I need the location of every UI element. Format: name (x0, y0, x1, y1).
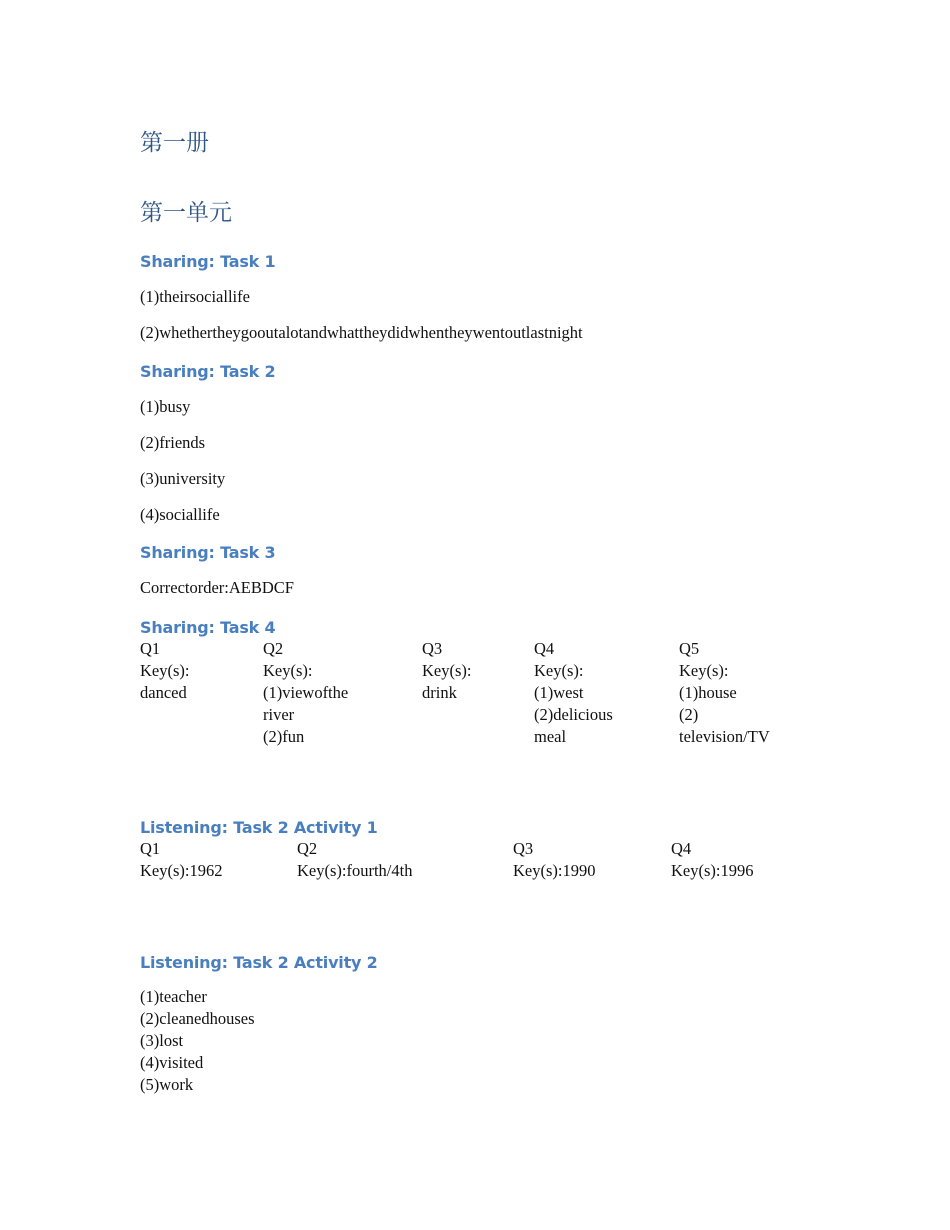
key-line: Key(s): (140, 661, 190, 680)
key-line: meal (534, 727, 567, 746)
list-item: (2)cleanedhouses (140, 1009, 255, 1028)
list-item: (5)work (140, 1075, 194, 1094)
task3-answer: Correctorder:AEBDCF (140, 578, 294, 597)
listening1-column-q3 (513, 838, 595, 882)
task2-item: (4)sociallife (140, 505, 220, 524)
key-line: Key(s):1990 (513, 861, 596, 880)
key-line: Key(s): (679, 661, 729, 680)
list-item: (4)visited (140, 1053, 204, 1072)
question-label: Q3 (513, 839, 534, 858)
key-line: river (263, 705, 295, 724)
task2-item: (2)friends (140, 433, 206, 452)
task1-heading: Sharing: Task 1 (140, 252, 276, 271)
listening1-column-q2 (297, 838, 412, 882)
listening2-heading: Listening: Task 2 Activity 2 (140, 953, 378, 972)
task4-column-q5 (679, 638, 770, 748)
task1-item: (1)theirsociallife (140, 287, 250, 306)
listening1-column-q1 (140, 838, 222, 882)
task2-item: (1)busy (140, 397, 191, 416)
task3-heading: Sharing: Task 3 (140, 543, 276, 562)
key-line: (2)delicious (534, 705, 613, 724)
key-line: Key(s):fourth/4th (297, 861, 413, 880)
key-line: Key(s):1996 (671, 861, 754, 880)
key-line: (1)viewofthe (263, 683, 349, 702)
listening1-heading: Listening: Task 2 Activity 1 (140, 818, 378, 837)
key-line: Key(s): (263, 661, 313, 680)
listening1-column-q4 (671, 838, 753, 882)
list-item: (1)teacher (140, 987, 207, 1006)
listening2-list (140, 986, 255, 1096)
key-line: Key(s): (422, 661, 472, 680)
task4-column-q3 (422, 638, 471, 704)
task4-column-q2 (263, 638, 348, 748)
question-label: Q1 (140, 839, 161, 858)
task2-heading: Sharing: Task 2 (140, 362, 276, 381)
question-label: Q4 (671, 839, 692, 858)
task4-column-q1 (140, 638, 189, 704)
task2-item: (3)university (140, 469, 226, 488)
task1-item: (2)whethertheygooutalotandwhattheydidwhentheywentoutlastnight (140, 323, 583, 342)
key-line: drink (422, 683, 457, 702)
key-line: television/TV (679, 727, 770, 746)
key-line: (2)fun (263, 727, 305, 746)
key-line: (2) (679, 705, 699, 724)
book-title: 第一册 (140, 130, 209, 156)
key-line: Key(s):1962 (140, 861, 223, 880)
question-label: Q3 (422, 639, 443, 658)
key-line: (1)west (534, 683, 584, 702)
question-label: Q5 (679, 639, 700, 658)
question-label: Q2 (263, 639, 284, 658)
unit-title: 第一单元 (140, 200, 232, 226)
key-line: (1)house (679, 683, 737, 702)
list-item: (3)lost (140, 1031, 184, 1050)
task4-heading: Sharing: Task 4 (140, 618, 276, 637)
question-label: Q2 (297, 839, 318, 858)
question-label: Q1 (140, 639, 161, 658)
question-label: Q4 (534, 639, 555, 658)
key-line: Key(s): (534, 661, 584, 680)
key-line: danced (140, 683, 187, 702)
task4-column-q4 (534, 638, 613, 748)
